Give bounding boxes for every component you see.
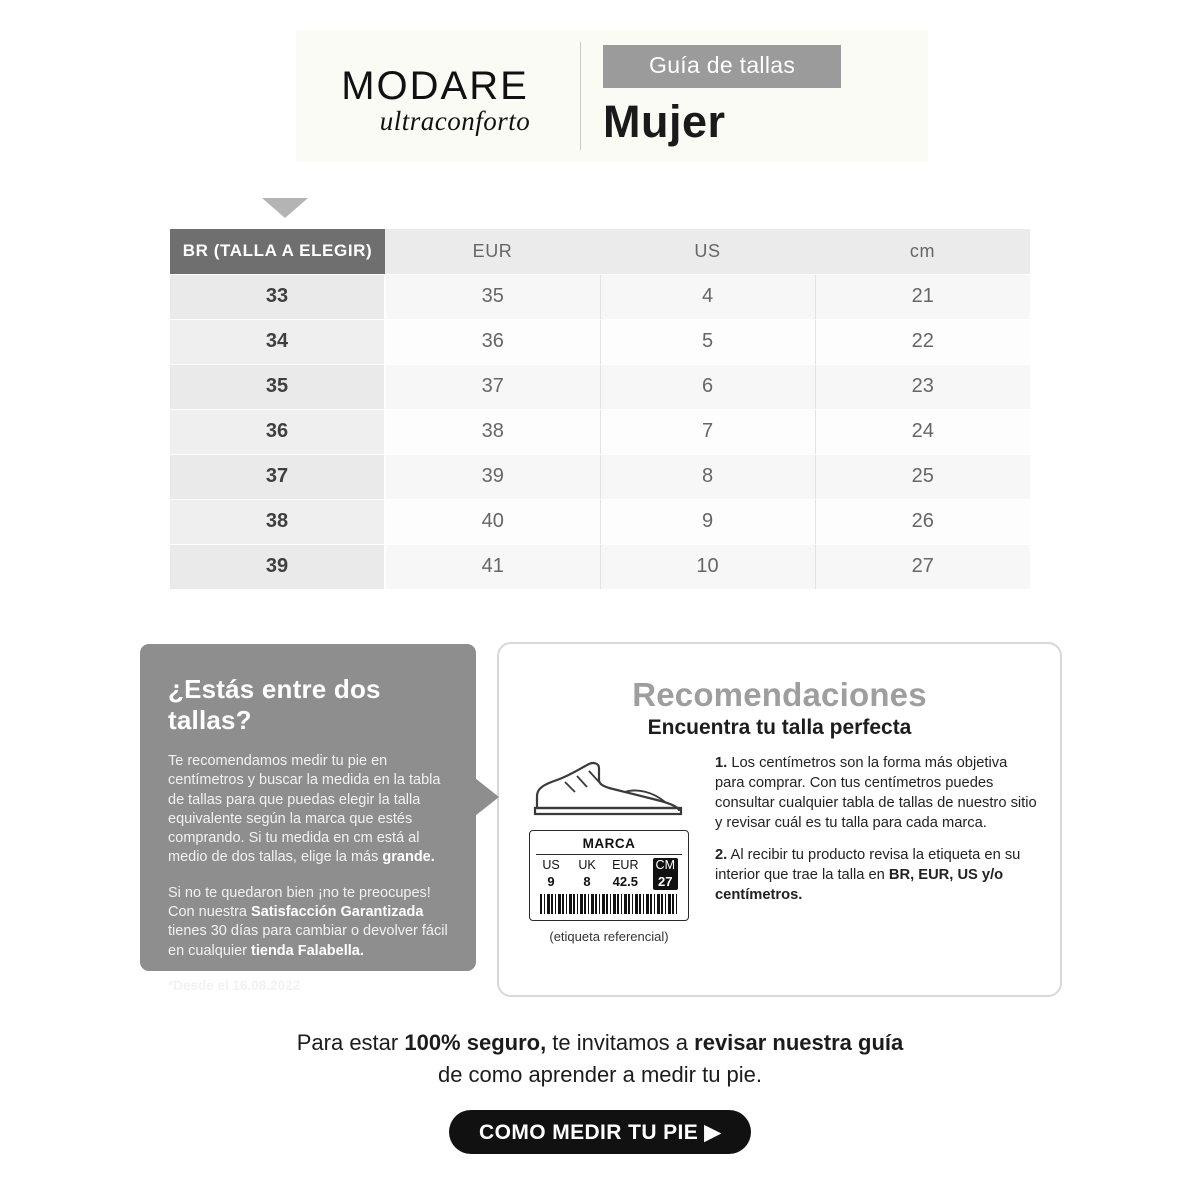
guarantee-text-b: Satisfacción Garantizada [251, 903, 424, 920]
footer-text-c: te invitamos a [546, 1030, 695, 1055]
label-header-uk: UK [578, 858, 596, 872]
cell-eur: 39 [385, 454, 600, 499]
table-row [170, 364, 1030, 409]
cell-us: 5 [600, 319, 815, 364]
table-header-row [170, 229, 1030, 274]
cell-br: 38 [170, 499, 385, 544]
footer-text-d: revisar nuestra guía [694, 1030, 904, 1055]
table-row [170, 454, 1030, 499]
between-sizes-note: *Desde el 16.08.2022 [168, 977, 301, 993]
recommendations-illustration [519, 754, 699, 944]
cell-eur: 35 [385, 274, 600, 319]
recommendations-title: Recomendaciones [632, 676, 927, 713]
brand-name: MODARE [341, 63, 529, 108]
recommendations-subtitle: Encuentra tu talla perfecta [647, 716, 912, 739]
header-divider [580, 42, 581, 150]
cell-br: 34 [170, 319, 385, 364]
cell-eur: 38 [385, 409, 600, 454]
label-col-eur [612, 858, 638, 890]
size-table [170, 229, 1030, 590]
cell-us: 9 [600, 499, 815, 544]
cell-us: 6 [600, 364, 815, 409]
recommendation-item-2 [715, 846, 1038, 906]
label-value-us: 9 [547, 873, 555, 889]
cell-cm: 22 [815, 319, 1030, 364]
sneaker-icon [529, 758, 689, 820]
cell-cm: 24 [815, 409, 1030, 454]
cell-eur: 41 [385, 544, 600, 589]
cell-eur: 37 [385, 364, 600, 409]
arrow-down-icon [262, 198, 308, 218]
cell-cm: 25 [815, 454, 1030, 499]
label-value-eur: 42.5 [612, 873, 638, 889]
cell-br: 35 [170, 364, 385, 409]
between-two-sizes-panel [140, 644, 476, 993]
cell-cm: 23 [815, 364, 1030, 409]
footer-message [0, 1027, 1200, 1091]
recommendation-2-number: 2. [715, 847, 728, 864]
column-header-eur: EUR [385, 229, 600, 274]
how-to-measure-button[interactable]: COMO MEDIR TU PIE ▶ [449, 1110, 751, 1154]
footer-text-b: 100% seguro, [404, 1030, 547, 1055]
recommendation-1-text: Los centímetros son la forma más objetiva para comprar. Con tus centímetros puedes consultar cualquier tabla de tallas de nuestro sitio y revisar cuál es tu talla para cada marca. [715, 755, 1037, 831]
label-col-uk [576, 858, 598, 890]
cell-us: 7 [600, 409, 815, 454]
cell-br: 37 [170, 454, 385, 499]
between-sizes-text-a: Te recomendamos medir tu pie en centímetros y buscar la medida en la tabla de tallas para que puedas elegir la talla equivalente según la marca que estés comprando. Si tu medida en cm está al medio de dos tallas, elige la más [168, 753, 441, 866]
between-sizes-paragraph-2 [168, 884, 450, 961]
cell-us: 8 [600, 454, 815, 499]
size-guide-badge: Guía de tallas [603, 45, 841, 88]
guarantee-text-c: tienes 30 días para cambiar o devolver fácil en cualquier [168, 923, 448, 959]
cell-cm: 26 [815, 499, 1030, 544]
page-title: Mujer [603, 95, 726, 147]
table-row [170, 319, 1030, 364]
recommendation-1-number: 1. [715, 755, 728, 771]
cell-br: 33 [170, 274, 385, 319]
cell-us: 10 [600, 544, 815, 589]
between-sizes-text-b: grande. [382, 849, 435, 866]
brand-logo [296, 30, 574, 162]
recommendation-2-text-a: Al recibir tu producto revisa la etiqueta en su interior que trae la talla en [715, 847, 1021, 884]
barcode-icon [540, 894, 678, 914]
guarantee-text-a: Si no te quedaron bien ¡no te preocupes! Con nuestra [168, 884, 431, 920]
recommendations-text [699, 754, 1038, 944]
cell-br: 36 [170, 409, 385, 454]
header-banner [296, 30, 928, 162]
label-value-cm: 27 [658, 873, 673, 889]
label-header-eur: EUR [612, 858, 639, 872]
label-caption: (etiqueta referencial) [549, 928, 669, 944]
footer-line-2: de como aprender a medir tu pie. [437, 1061, 763, 1087]
cell-us: 4 [600, 274, 815, 319]
guarantee-text-d: tienda Falabella. [251, 942, 364, 959]
table-row [170, 499, 1030, 544]
cell-eur: 36 [385, 319, 600, 364]
label-col-cm [653, 858, 678, 890]
footer-line-1 [0, 1027, 1200, 1059]
recommendations-panel [497, 642, 1062, 997]
label-col-us [540, 858, 562, 890]
cell-eur: 40 [385, 499, 600, 544]
between-sizes-paragraph-1 [168, 752, 450, 868]
callout-pointer [475, 778, 499, 816]
cell-cm: 21 [815, 274, 1030, 319]
column-header-br: BR (TALLA A ELEGIR) [170, 229, 385, 274]
label-brand: MARCA [536, 836, 682, 855]
recommendation-item-1 [715, 754, 1038, 833]
column-header-cm: cm [815, 229, 1030, 274]
column-header-us: US [600, 229, 815, 274]
recommendation-2-text-b: BR, EUR, US y/o centímetros. [715, 867, 1004, 904]
table-row [170, 274, 1030, 319]
recommendations-body [499, 754, 1060, 944]
between-sizes-title: ¿Estás entre dos tallas? [168, 674, 381, 735]
header-title-block [603, 45, 841, 148]
shoe-label-illustration [529, 830, 689, 921]
label-header-cm: CM [655, 858, 675, 872]
cell-cm: 27 [815, 544, 1030, 589]
label-header-us: US [542, 858, 560, 872]
label-value-uk: 8 [583, 873, 591, 889]
brand-tagline: ultraconforto [379, 105, 531, 136]
table-row [170, 544, 1030, 589]
table-row [170, 409, 1030, 454]
footer-text-a: Para estar [296, 1030, 405, 1055]
cell-br: 39 [170, 544, 385, 589]
label-size-row [536, 855, 682, 892]
